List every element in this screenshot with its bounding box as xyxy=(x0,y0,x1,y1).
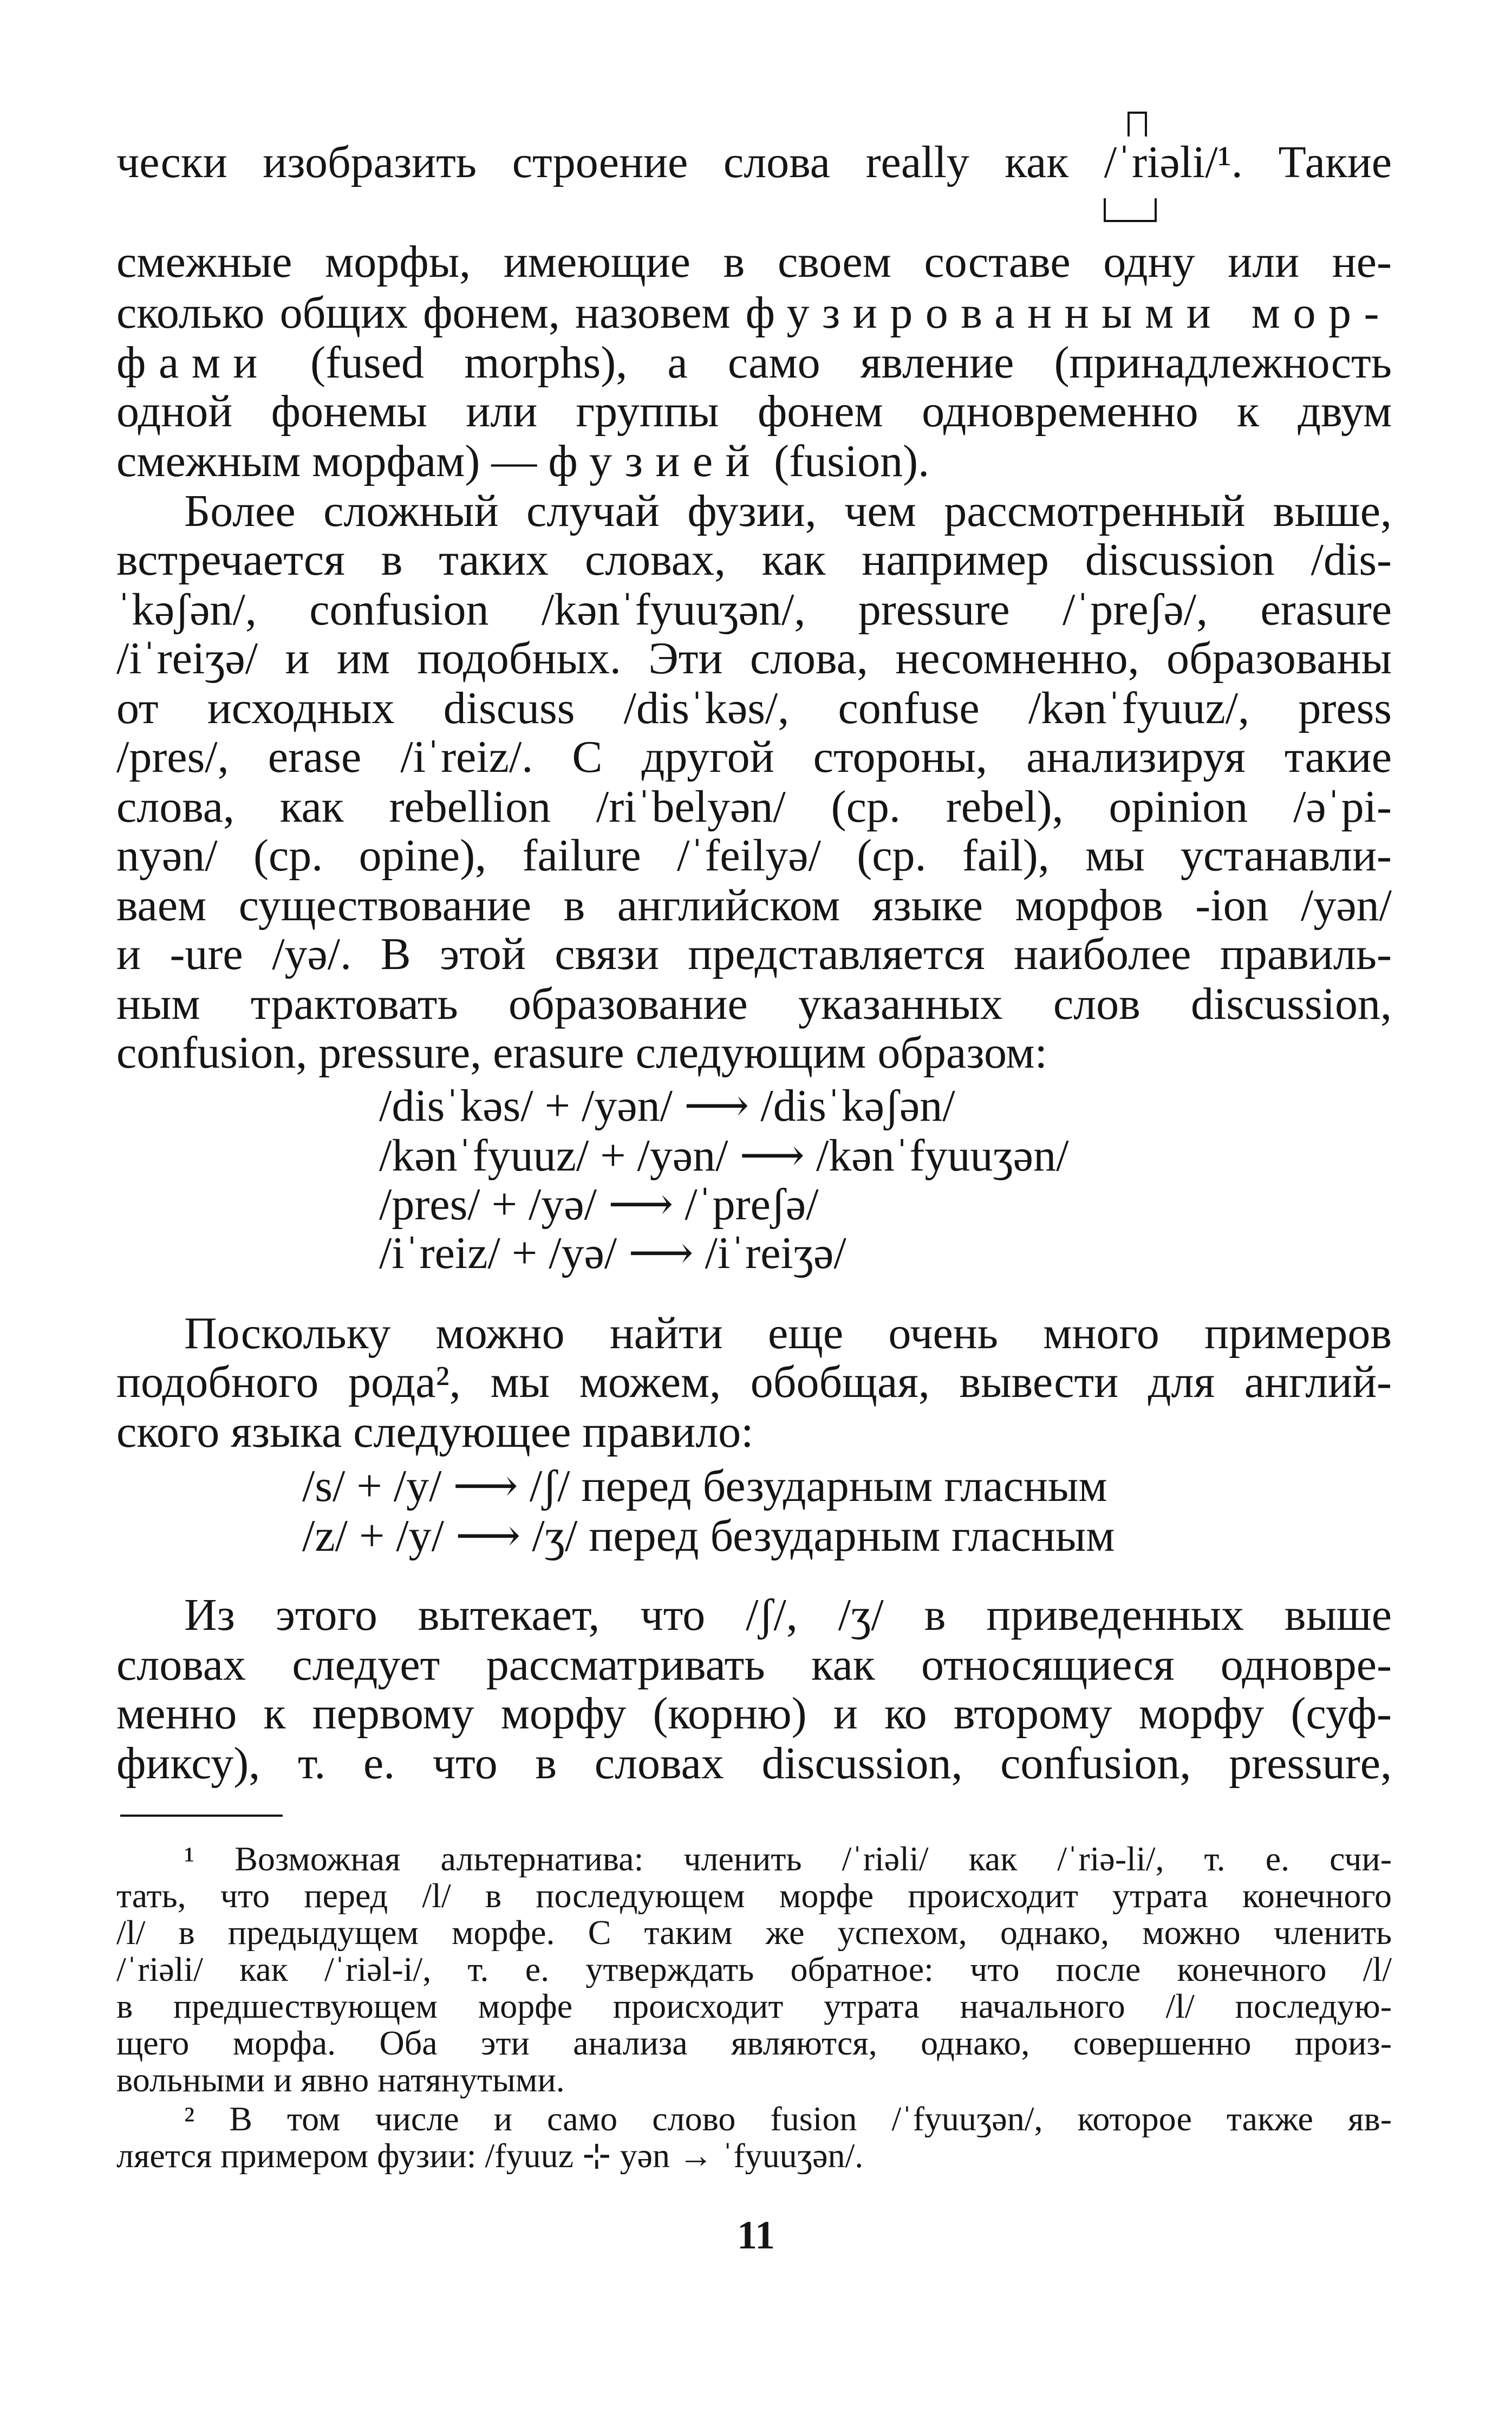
text-line: чески изобразить строение слова really как /ˈriəli/¹. Такие xyxy=(116,137,1392,187)
text-line: менно к первому морфу (корню) и ко второму морфу (суф- xyxy=(116,1688,1392,1739)
text-line: Более сложный случай фузии, чем рассмотренный выше, xyxy=(184,486,1392,536)
term-fused-morphs: фузированными мор- xyxy=(745,288,1392,338)
formula-line: /kənˈfyuuz/ + /yən/ ⟶ /kənˈfyuuʒən/ xyxy=(379,1130,1069,1181)
text-line: Поскольку можно найти еще очень много примеров xyxy=(184,1308,1392,1358)
text-line: /iˈreiʒə/ и им подобных. Эти слова, несомненно, образованы xyxy=(116,633,1392,684)
rule-line: /z/ + /y/ ⟶ /ʒ/ перед безударным гласным xyxy=(302,1511,1115,1561)
text-line xyxy=(116,337,1392,389)
text-span: (fusion). xyxy=(774,436,930,486)
formula-line: /iˈreiz/ + /yə/ ⟶ /iˈreiʒə/ xyxy=(379,1228,846,1278)
formula-line: /disˈkəs/ + /yən/ ⟶ /disˈkəʃən/ xyxy=(379,1081,955,1131)
text-line: одной фонемы или группы фонем одновременно к двум xyxy=(116,386,1392,437)
footnote-separator xyxy=(120,1815,283,1817)
term-fused-morphs-end: фами xyxy=(116,337,270,388)
text-line: ным трактовать образование указанных слов discussion, xyxy=(116,979,1392,1029)
footnote-2-line: ² В том числе и само слово fusion /ˈfyuuʒən/, которое также яв- xyxy=(184,2101,1392,2137)
text-line: Из этого вытекает, что /ʃ/, /ʒ/ в приведенных выше xyxy=(184,1590,1392,1640)
text-line: nyən/ (ср. opine), failure /ˈfeilyə/ (ср. fail), мы устанавли- xyxy=(116,830,1392,881)
text-line xyxy=(116,287,1392,339)
text-line: ˈkəʃən/, confusion /kənˈfyuuʒən/, pressure /ˈpreʃə/, erasure xyxy=(116,584,1392,635)
text-line xyxy=(116,435,1392,487)
text-line: слова, как rebellion /riˈbelyən/ (ср. rebel), opinion /əˈpi- xyxy=(116,782,1392,832)
footnote-2-line: ляется примером фузии: /fyuuz ⊹ yən → ˈfyuuʒən/. xyxy=(116,2137,864,2174)
text-line: /pres/, erase /iˈreiz/. С другой стороны, анализируя такие xyxy=(116,732,1392,782)
text-line: фиксу), т. е. что в словах discussion, confusion, pressure, xyxy=(116,1738,1392,1789)
footnote-1-line: ¹ Возможная альтернатива: членить /ˈriəli/ как /ˈriə-li/, т. е. счи- xyxy=(184,1841,1392,1877)
page-number: 11 xyxy=(737,2213,775,2258)
text-span: сколько общих фонем, назовем xyxy=(116,288,731,338)
text-span: (fused morphs), а само явление (принадлежность xyxy=(310,337,1392,388)
formula-line: /pres/ + /yə/ ⟶ /ˈpreʃə/ xyxy=(379,1179,819,1230)
rule-line: /s/ + /y/ ⟶ /ʃ/ перед безударным гласным xyxy=(302,1461,1107,1511)
text-line: и -ure /yə/. В этой связи представляется наиболее правиль- xyxy=(116,929,1392,979)
footnote-1-line: вольными и явно натянутыми. xyxy=(116,2062,565,2098)
text-line: ваем существование в английском языке морфов -ion /yən/ xyxy=(116,880,1392,931)
fusion-bracket-bottom xyxy=(1104,198,1157,222)
footnote-1-line: в предшествующем морфе происходит утрата начального /l/ последую- xyxy=(116,1988,1392,2025)
footnote-1-line: щего морфа. Оба эти анализа являются, однако, совершенно произ- xyxy=(116,2025,1392,2062)
text-line: подобного рода², мы можем, обобщая, вывести для англий- xyxy=(116,1357,1392,1407)
text-line: ского языка следующее правило: xyxy=(116,1407,754,1457)
footnote-1-line: /l/ в предыдущем морфе. С таким же успехом, однако, можно членить xyxy=(116,1914,1392,1951)
text-line: confusion, pressure, erasure следующим образом: xyxy=(116,1028,1047,1078)
text-line: встречается в таких словах, как например discussion /dis- xyxy=(116,535,1392,585)
text-line: словах следует рассматривать как относящиеся одновре- xyxy=(116,1640,1392,1690)
term-fusion: фузией xyxy=(548,436,763,486)
footnote-1-line: тать, что перед /l/ в последующем морфе происходит утрата конечного xyxy=(116,1877,1392,1914)
text-line: смежные морфы, имеющие в своем составе одну или не- xyxy=(116,237,1392,287)
text-span: смежным морфам) — xyxy=(116,436,537,486)
footnote-1-line: /ˈriəli/ как /ˈriəl-i/, т. е. утверждать обратное: что после конечного /l/ xyxy=(116,1951,1392,1988)
text-line: от исходных discuss /disˈkəs/, confuse /kənˈfyuuz/, press xyxy=(116,683,1392,733)
fusion-bracket-top xyxy=(1128,112,1147,136)
